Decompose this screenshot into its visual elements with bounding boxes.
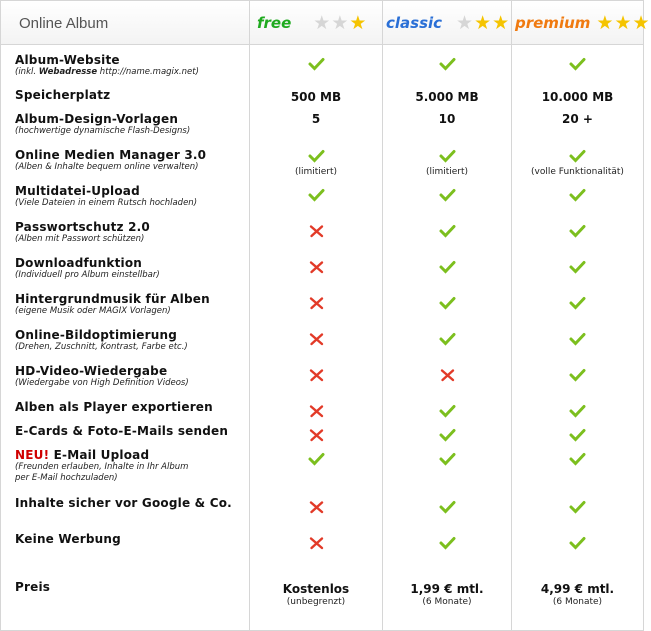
- plan-value: 10: [438, 112, 456, 126]
- feature-label: [15, 148, 247, 173]
- price-note: (6 Monate): [552, 597, 603, 607]
- plan-name: premium: [515, 14, 591, 32]
- feature-label: [15, 220, 247, 245]
- plan-cell: [512, 220, 643, 242]
- feature-title-text: Inhalte sicher vor Google & Co.: [15, 496, 232, 510]
- plan-cell: [250, 220, 382, 242]
- feature-title: [15, 148, 247, 162]
- feature-title-text: Online-Bildoptimierung: [15, 328, 178, 342]
- table-header: [1, 1, 650, 45]
- feature-title-text: HD-Video-Wiedergabe: [15, 364, 168, 378]
- feature-title-text: E-Cards & Foto-E-Mails senden: [15, 424, 229, 438]
- checkmark-icon: [308, 149, 325, 163]
- feature-title: [15, 53, 247, 67]
- plan-cell: [383, 184, 511, 206]
- feature-title-text: Hintergrundmusik für Alben: [15, 292, 210, 306]
- checkmark-icon: [569, 188, 586, 202]
- feature-label: [15, 532, 247, 546]
- feature-title: [15, 88, 247, 102]
- plan-cell: [512, 256, 643, 278]
- checkmark-icon: [569, 332, 586, 346]
- feature-subtitle-text: (inkl.: [15, 67, 39, 77]
- plan-classic-header: [386, 1, 510, 45]
- cross-icon: [308, 536, 325, 550]
- checkmark-icon: [569, 452, 586, 466]
- price-title: Preis: [15, 580, 51, 594]
- price-cell: [383, 580, 511, 608]
- star-filled-icon: ★: [349, 11, 367, 34]
- feature-label: [15, 364, 247, 389]
- star-empty-icon: ★: [456, 11, 474, 34]
- feature-subtitle: (Drehen, Zuschnitt, Kontrast, Farbe etc.): [15, 342, 188, 352]
- plan-value: 10.000 MB: [541, 90, 614, 104]
- feature-title: [15, 400, 247, 414]
- checkmark-icon: [439, 224, 456, 238]
- star-empty-icon: ★: [313, 11, 331, 34]
- feature-subtitle: (Alben mit Passwort schützen): [15, 234, 145, 244]
- plan-cell: [383, 532, 511, 554]
- feature-subtitle: (Wiedergabe von High Definition Videos): [15, 378, 189, 388]
- plan-cell: [383, 88, 511, 105]
- plan-cell: [383, 400, 511, 422]
- checkmark-icon: [439, 188, 456, 202]
- plan-cell: [383, 256, 511, 278]
- price-cell: [512, 580, 643, 608]
- plan-cell: [250, 364, 382, 386]
- checkmark-icon: [439, 260, 456, 274]
- plan-cell: [250, 532, 382, 554]
- star-empty-icon: ★: [331, 11, 349, 34]
- checkmark-icon: [439, 452, 456, 466]
- plan-cell: [512, 112, 643, 127]
- feature-subtitle: (Freunden erlauben, Inhalte in Ihr Album: [15, 462, 189, 472]
- checkmark-icon: [569, 260, 586, 274]
- plan-cell: [383, 112, 511, 127]
- plan-cell: [383, 220, 511, 242]
- checkmark-icon: [439, 57, 456, 71]
- cross-icon: [308, 260, 325, 274]
- checkmark-icon: [439, 500, 456, 514]
- feature-title: [15, 292, 247, 306]
- feature-title-text: Passwortschutz 2.0: [15, 220, 150, 234]
- plan-cell: [512, 424, 643, 446]
- feature-subtitle: (Individuell pro Album einstellbar): [15, 270, 160, 280]
- plan-cell: [250, 400, 382, 422]
- plan-premium-header: [515, 1, 651, 45]
- plan-name: free: [257, 14, 292, 32]
- feature-subtitle: [15, 67, 247, 78]
- feature-label: [15, 184, 247, 209]
- cross-icon: [308, 332, 325, 346]
- cross-icon: [308, 404, 325, 418]
- new-badge: NEU!: [15, 448, 50, 462]
- plan-cell: [250, 112, 382, 127]
- plan-cell: [512, 148, 643, 178]
- plan-cell: [250, 88, 382, 105]
- feature-label: [15, 53, 247, 78]
- plan-note: (volle Funktionalität): [531, 167, 624, 177]
- feature-subtitle: (Alben & Inhalte bequem online verwalten): [15, 162, 199, 172]
- plan-cell: [383, 424, 511, 446]
- feature-label: [15, 448, 247, 484]
- checkmark-icon: [439, 332, 456, 346]
- plan-rating: [456, 11, 510, 34]
- feature-title-text: Alben als Player exportieren: [15, 400, 213, 414]
- plan-cell: [383, 496, 511, 518]
- feature-label: [15, 424, 247, 438]
- plan-cell: [383, 364, 511, 386]
- price-value: 4,99 € mtl.: [540, 582, 615, 596]
- checkmark-icon: [439, 404, 456, 418]
- plan-cell: [512, 532, 643, 554]
- price-value: 1,99 € mtl.: [410, 582, 484, 596]
- feature-title: [15, 364, 247, 378]
- checkmark-icon: [308, 57, 325, 71]
- checkmark-icon: [569, 404, 586, 418]
- checkmark-icon: [569, 296, 586, 310]
- cross-icon: [439, 368, 456, 382]
- plan-cell: [512, 364, 643, 386]
- checkmark-icon: [569, 500, 586, 514]
- plan-rating: [596, 11, 650, 34]
- plan-cell: [512, 448, 643, 470]
- feature-label: [15, 112, 247, 137]
- feature-label: [15, 496, 247, 510]
- plan-value: 20 +: [562, 112, 593, 126]
- cross-icon: [308, 296, 325, 310]
- feature-title-text: Downloadfunktion: [15, 256, 143, 270]
- cross-icon: [308, 368, 325, 382]
- plan-cell: [250, 328, 382, 350]
- cross-icon: [308, 500, 325, 514]
- feature-subtitle: (Viele Dateien in einem Rutsch hochladen): [15, 198, 198, 208]
- plan-cell: [512, 400, 643, 422]
- feature-title: [15, 496, 247, 510]
- plan-cell: [250, 256, 382, 278]
- checkmark-icon: [308, 452, 325, 466]
- plan-cell: [250, 292, 382, 314]
- plan-cell: [512, 88, 643, 105]
- plan-name: classic: [386, 14, 443, 32]
- feature-title-text: Album-Design-Vorlagen: [15, 112, 179, 126]
- plan-cell: [512, 496, 643, 518]
- plan-cell: [250, 184, 382, 206]
- feature-subtitle-text: http://name.magix.net): [97, 67, 199, 77]
- feature-title-text: Multidatei-Upload: [15, 184, 140, 198]
- checkmark-icon: [308, 188, 325, 202]
- feature-title-text: Speicherplatz: [15, 88, 111, 102]
- plan-cell: [250, 424, 382, 446]
- checkmark-icon: [569, 536, 586, 550]
- feature-title: [15, 112, 247, 126]
- plan-rating: [313, 11, 367, 34]
- star-filled-icon: ★: [614, 11, 632, 34]
- feature-label: [15, 328, 247, 353]
- plan-note: (limitiert): [294, 167, 338, 177]
- feature-title: [15, 424, 247, 438]
- feature-title-text: Online Medien Manager 3.0: [15, 148, 207, 162]
- plan-note: (limitiert): [425, 167, 469, 177]
- checkmark-icon: [569, 428, 586, 442]
- plan-cell: [512, 328, 643, 350]
- feature-subtitle: per E-Mail hochzuladen): [15, 473, 118, 483]
- feature-subtitle-bold: Webadresse: [38, 67, 98, 77]
- checkmark-icon: [569, 149, 586, 163]
- feature-title: [15, 256, 247, 270]
- plan-cell: [250, 148, 382, 178]
- plan-cell: [383, 448, 511, 470]
- checkmark-icon: [439, 296, 456, 310]
- price-value: Kostenlos: [282, 582, 350, 596]
- plan-cell: [383, 148, 511, 178]
- plan-free-header: [257, 1, 367, 45]
- checkmark-icon: [439, 149, 456, 163]
- header-title: Online Album: [19, 14, 109, 32]
- feature-label: [15, 292, 247, 317]
- plan-value: 5: [311, 112, 321, 126]
- feature-title: [15, 448, 247, 462]
- plan-cell: [383, 328, 511, 350]
- plan-value: 5.000 MB: [415, 90, 479, 104]
- feature-label: [15, 88, 247, 102]
- feature-title: [15, 328, 247, 342]
- feature-title: [15, 532, 247, 546]
- cross-icon: [308, 224, 325, 238]
- plan-cell: [512, 292, 643, 314]
- cross-icon: [308, 428, 325, 442]
- plan-cell: [250, 448, 382, 470]
- star-filled-icon: ★: [474, 11, 492, 34]
- feature-title: [15, 220, 247, 234]
- star-filled-icon: ★: [632, 11, 650, 34]
- checkmark-icon: [569, 224, 586, 238]
- plan-cell: [383, 53, 511, 75]
- checkmark-icon: [569, 57, 586, 71]
- feature-subtitle: (eigene Musik oder MAGIX Vorlagen): [15, 306, 171, 316]
- feature-title-text: Album-Website: [15, 53, 120, 67]
- feature-subtitle: (hochwertige dynamische Flash-Designs): [15, 126, 191, 136]
- feature-title-text: Keine Werbung: [15, 532, 121, 546]
- feature-title: [15, 184, 247, 198]
- checkmark-icon: [569, 368, 586, 382]
- checkmark-icon: [439, 536, 456, 550]
- feature-title-text: E-Mail Upload: [49, 448, 150, 462]
- price-note: (6 Monate): [422, 597, 472, 607]
- price-note: (unbegrenzt): [286, 597, 346, 607]
- feature-label: [15, 580, 247, 594]
- plan-cell: [250, 496, 382, 518]
- price-cell: [250, 580, 382, 608]
- plan-cell: [512, 184, 643, 206]
- plan-cell: [512, 53, 643, 75]
- plan-cell: [250, 53, 382, 75]
- plan-cell: [383, 292, 511, 314]
- checkmark-icon: [439, 428, 456, 442]
- star-filled-icon: ★: [596, 11, 614, 34]
- feature-label: [15, 256, 247, 281]
- star-filled-icon: ★: [492, 11, 510, 34]
- plan-value: 500 MB: [290, 90, 342, 104]
- feature-label: [15, 400, 247, 414]
